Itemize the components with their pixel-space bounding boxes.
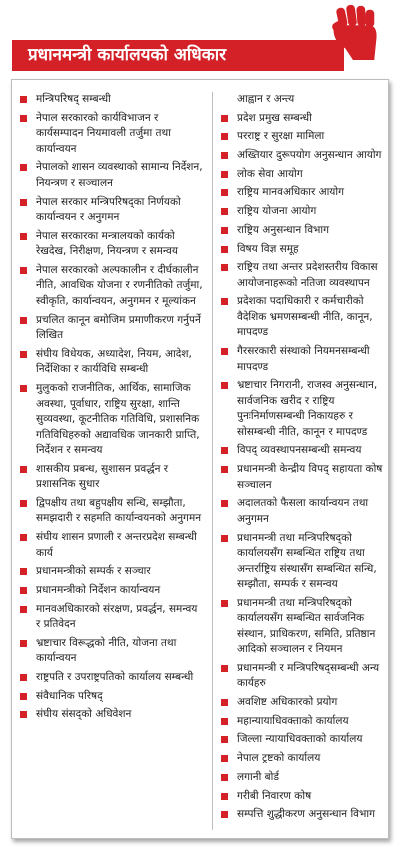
bullet-square-icon <box>221 152 228 159</box>
bullet-square-icon <box>221 699 228 706</box>
list-item <box>221 129 389 145</box>
bullet-square-icon <box>221 382 228 389</box>
column-divider <box>212 92 213 830</box>
list-item-text: प्रधानमन्त्रीको निर्देशन कार्यान्वयन <box>36 583 161 596</box>
bullet-square-icon <box>20 568 27 575</box>
list-item-text: संघीय विधेयक, अध्यादेश, नियम, आदेश, निर्देशिका र कार्यविधि सम्बन्धी <box>36 347 192 376</box>
list-item <box>20 111 204 158</box>
bullet-square-icon <box>221 466 228 473</box>
list-item-text: संघीय शासन प्रणाली र अन्तरप्रदेश सम्बन्धी कार्य <box>36 531 197 559</box>
bullet-square-icon <box>20 317 27 324</box>
bullet-square-icon <box>221 774 228 781</box>
list-item <box>20 602 204 633</box>
list-item-text: मुलुकको राजनीतिक, आर्थिक, सामाजिक अवस्था, पूर्वाधार, राष्ट्रिय सुरक्षा, शान्ति सुव्यवस्था, कूटनीतिक गतिविधि, प्रशासनिक गतिविधिहरुको अद्यावधिक जानकारी प्राप्ति, निर्देशन र समन्वय <box>36 382 200 456</box>
bullet-square-icon <box>221 264 228 271</box>
list-item <box>221 242 389 258</box>
list-item-text: प्रचलित कानून बमोजिम प्रमाणीकरण गर्नुपर्ने लिखित <box>36 313 201 342</box>
list-item-text: लगानी बोर्ड <box>237 770 279 783</box>
list-item <box>20 195 204 226</box>
list-item-text: राष्ट्रिय तथा अन्तर प्रदेशस्तरीय विकास आयोजनाहरूको नतिजा व्यवस्थापन <box>237 261 378 289</box>
bullet-square-icon <box>20 164 27 171</box>
bullet-square-icon <box>20 233 27 240</box>
bullet-square-icon <box>20 587 27 594</box>
list-item <box>20 636 204 667</box>
list-item-text: प्रधानमन्त्री तथा मन्त्रिपरिषद्को कार्यालयसँग सम्बन्धित राष्ट्रिय तथा अन्तर्राष्ट्रिय संस्थासँग सम्बन्धित सन्धि, सम्झौता, सम्पर्क र समन्वय <box>237 531 377 590</box>
bullet-square-icon <box>221 500 228 507</box>
list-item-text: अदालतको फैसला कार्यान्वयन तथा अनुगमन <box>237 497 369 525</box>
list-item-text: प्रदेशका पदाधिकारी र कर्मचारीको वैदेशिक भ्रमणसम्बन्धी नीति, कानून, मापदण्ड <box>237 295 373 339</box>
left-column-list <box>20 92 204 726</box>
list-item-text: प्रदेश प्रमुख सम्बन्धी <box>237 111 312 124</box>
list-item <box>20 564 204 580</box>
list-item-text: नेपाल सरकारका मन्त्रालयको कार्यको रेखदेख, निरीक्षण, नियन्त्रण र समन्वय <box>36 229 178 258</box>
bullet-square-icon <box>221 718 228 725</box>
list-item <box>221 378 389 440</box>
bullet-square-icon <box>221 600 228 607</box>
list-item-text: प्रधानमन्त्री र मन्त्रिपरिषद्सम्बन्धी अन्य कार्यहरु <box>237 661 380 690</box>
bullet-square-icon <box>221 793 228 800</box>
list-item-text: विपद् व्यवस्थापनसम्बन्धी समन्वय <box>237 444 362 457</box>
bullet-square-icon <box>221 298 228 305</box>
bullet-square-icon <box>20 674 27 681</box>
bullet-square-icon <box>20 534 27 541</box>
bullet-square-icon <box>20 351 27 358</box>
bullet-square-icon <box>221 736 228 743</box>
bullet-square-icon <box>20 711 27 718</box>
list-item <box>20 92 204 108</box>
list-item-text: नेपालको शासन व्यवस्थाको सामान्य निर्देशन, नियन्त्रण र सञ्चालन <box>36 161 203 189</box>
list-item <box>221 531 389 593</box>
list-item <box>221 789 389 805</box>
list-item-continuation: आह्वान र अन्त्य <box>237 93 295 105</box>
list-item <box>221 148 389 164</box>
bullet-square-icon <box>221 811 228 818</box>
list-item <box>20 583 204 599</box>
list-item-text: मन्त्रिपरिषद् सम्बन्धी <box>36 93 111 105</box>
list-item <box>221 770 389 786</box>
list-item <box>221 496 389 527</box>
bullet-square-icon <box>221 227 228 234</box>
list-item <box>221 714 389 730</box>
list-item-text: सम्पत्ति शुद्धीकरण अनुसन्धान विभाग <box>237 808 376 821</box>
list-item-text: नेपाल सरकारको कार्यविभाजन र कार्यसम्पादन नियमावली तर्जुमा तथा कार्यान्वयन <box>36 111 171 155</box>
list-item <box>221 185 389 201</box>
list-item-text: राष्ट्रिय योजना आयोग <box>237 205 317 218</box>
list-item <box>221 695 389 711</box>
list-item <box>20 347 204 378</box>
list-item-text: नेपाल सरकार मन्त्रिपरिषद्का निर्णयको कार्यान्वयन र अनुगमन <box>36 195 181 224</box>
list-item-text: शासकीय प्रबन्ध, सुशासन प्रवर्द्धन र प्रशासनिक सुधार <box>36 462 169 491</box>
list-item-text: भ्रष्टाचार विरूद्धको नीति, योजना तथा कार्यान्वयन <box>36 636 177 665</box>
list-item <box>221 260 389 291</box>
bullet-square-icon <box>221 755 228 762</box>
bullet-square-icon <box>221 246 228 253</box>
bullet-square-icon <box>20 693 27 700</box>
right-column-list <box>221 92 389 826</box>
bullet-square-icon <box>20 267 27 274</box>
list-item-text: प्रधानमन्त्री केन्द्रीय विपद् सहायता कोष सञ्चालन <box>237 463 383 491</box>
bullet-square-icon <box>221 133 228 140</box>
list-item <box>221 344 389 375</box>
list-item <box>221 661 389 692</box>
bullet-square-icon <box>20 199 27 206</box>
list-item <box>20 160 204 191</box>
list-item-text: राष्ट्रपति र उपराष्ट्रपतिको कार्यालय सम्बन्धी <box>36 671 194 683</box>
list-item-text: संघीय संसद्को अधिवेशन <box>36 708 132 721</box>
bullet-square-icon <box>221 189 228 196</box>
list-item <box>221 294 389 341</box>
bullet-square-icon <box>221 208 228 215</box>
list-item-text: गैरसरकारी संस्थाको नियमनसम्बन्धी मापदण्ड <box>237 345 370 373</box>
list-item-text: अवशिष्ट अधिकारको प्रयोग <box>237 696 338 709</box>
bullet-square-icon <box>20 466 27 473</box>
list-item <box>221 204 389 220</box>
list-item-text: नेपाल सरकारको अल्पकालीन र दीर्घकालीन नीति, आवधिक योजना र रणनीतिको तर्जुमा, स्वीकृति, कार्यान्वयन, अनुगमन र मूल्यांकन <box>36 263 203 307</box>
bullet-square-icon <box>20 640 27 647</box>
list-item <box>20 707 204 723</box>
list-item-text: मानवअधिकारको संरक्षण, प्रवर्द्धन, समन्वय र प्रतिवेदन <box>36 602 198 631</box>
bullet-square-icon <box>221 447 228 454</box>
list-item <box>20 381 204 459</box>
list-item-text: नेपाल ट्रष्टको कार्यालय <box>237 752 321 765</box>
list-item <box>20 313 204 344</box>
list-item <box>221 462 389 493</box>
list-item <box>221 223 389 239</box>
list-item <box>20 229 204 260</box>
list-item-text: परराष्ट्र र सुरक्षा मामिला <box>237 130 325 143</box>
list-item <box>221 807 389 823</box>
bullet-square-icon <box>20 96 27 103</box>
list-item <box>221 751 389 767</box>
bullet-square-icon <box>221 348 228 355</box>
list-item <box>221 443 389 459</box>
content-panel <box>11 79 389 839</box>
bullet-square-icon <box>20 115 27 122</box>
list-item <box>221 596 389 658</box>
bullet-square-icon <box>221 665 228 672</box>
list-item-text: राष्ट्रिय मानवअधिकार आयोग <box>237 186 345 199</box>
bullet-square-icon <box>221 171 228 178</box>
list-item <box>20 670 204 686</box>
bullet-square-icon <box>20 606 27 613</box>
list-item <box>20 530 204 561</box>
list-item-text: प्रधानमन्त्री तथा मन्त्रिपरिषद्को कार्यालयसँग सम्बन्धित सार्वजनिक संस्थान, प्राधिकरण, समिति, प्रतिष्ठान आदिको सञ्चालन र नियमन <box>237 596 376 656</box>
list-item-text: संवैधानिक परिषद् <box>36 689 103 702</box>
bullet-square-icon <box>221 115 228 122</box>
list-item-text: राष्ट्रिय अनुसन्धान विभाग <box>237 223 330 236</box>
list-item <box>221 111 389 127</box>
bullet-square-icon <box>20 385 27 392</box>
list-item <box>221 167 389 183</box>
list-item <box>20 263 204 310</box>
list-item-text: महान्यायाधिवक्ताको कार्यालय <box>237 714 349 727</box>
list-item-text: भ्रष्टाचार निगरानी, राजस्व अनुसन्धान, सार्वजनिक खरीद र राष्ट्रिय पुनःनिर्माणसम्बन्धी निकायहरु र सोसम्बन्धी नीति, कानून र मापदण्ड <box>237 379 378 438</box>
list-item-text: प्रधानमन्त्रीको सम्पर्क र सञ्चार <box>36 565 151 578</box>
page-title: प्रधानमन्त्री कार्यालयको अधिकार <box>12 40 344 71</box>
list-item-text: अख्तियार दुरूपयोग अनुसन्धान आयोग <box>237 149 382 162</box>
list-item-text: गरीबी निवारण कोष <box>237 789 312 802</box>
list-item-text: लोक सेवा आयोग <box>237 167 303 180</box>
list-item <box>20 496 204 527</box>
bullet-square-icon <box>221 535 228 542</box>
list-item <box>20 462 204 493</box>
bullet-square-icon <box>20 500 27 507</box>
list-item-text: द्विपक्षीय तथा बहुपक्षीय सन्धि, सम्झौता, समझदारी र सहमति कार्यान्वयनको अनुगमन <box>36 496 202 525</box>
list-item <box>221 732 389 748</box>
list-item-text: जिल्ला न्यायाधिवक्ताको कार्यालय <box>237 733 363 746</box>
list-item-text: विषय विज्ञ समूह <box>237 242 299 255</box>
list-item <box>20 689 204 705</box>
